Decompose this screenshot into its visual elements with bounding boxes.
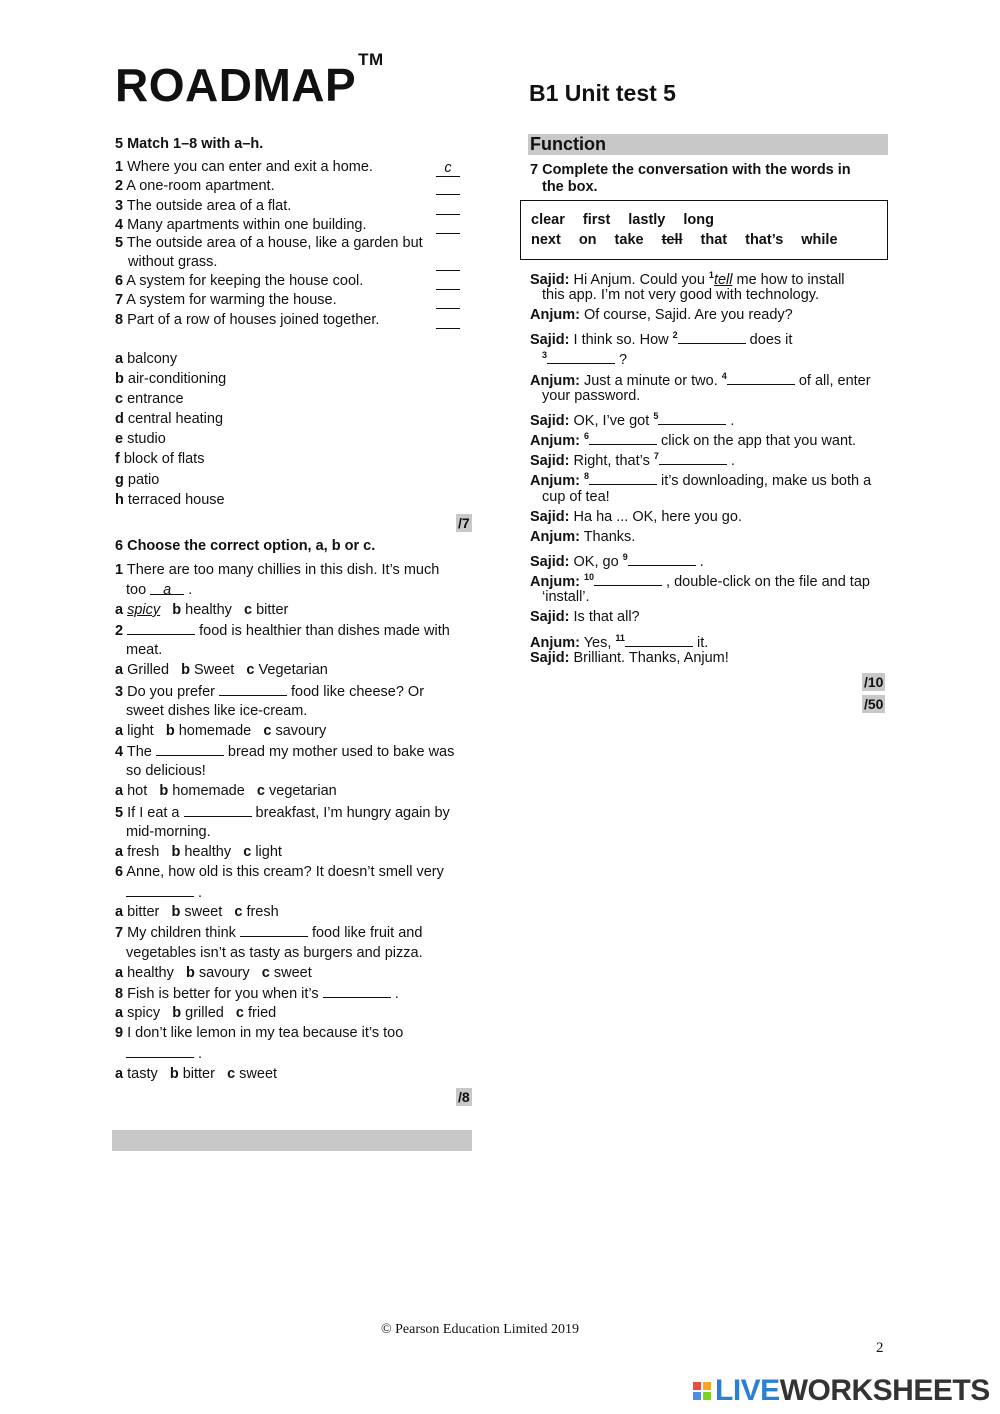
ex7-blank-4[interactable] bbox=[727, 370, 795, 385]
ex5-score: /7 bbox=[458, 515, 470, 531]
ex5-option-b: b air-conditioning bbox=[115, 371, 227, 387]
ex5-answer-blank-7[interactable] bbox=[436, 294, 460, 309]
ex7-blank-11[interactable] bbox=[625, 632, 693, 647]
ex6-q7-options: a healthy b savoury c sweet bbox=[115, 965, 312, 981]
ex6-q5-options: a fresh b healthy c light bbox=[115, 844, 282, 860]
ex5-item-5-cont: without grass. bbox=[128, 254, 218, 270]
dialogue-line-5: Sajid: OK, I’ve got $^5$ . bbox=[530, 411, 735, 429]
dialogue-line-13: Sajid: Is that all? bbox=[530, 609, 640, 625]
ex6-q7-blank[interactable] bbox=[240, 922, 308, 937]
ex5-item-3: 3 The outside area of a flat. bbox=[115, 198, 292, 214]
word-box-row-1: clear first lastly long bbox=[531, 212, 714, 228]
dialogue-line-1: Sajid: Hi Anjum. Could you $^1$tell me how to install bbox=[530, 270, 845, 288]
dialogue-line-3-cont: $^3$ ? bbox=[542, 350, 628, 368]
ex6-q9: 9 I don’t like lemon in my tea because it’s too bbox=[115, 1025, 404, 1041]
ex5-option-f: f block of flats bbox=[115, 451, 205, 467]
function-heading: Function bbox=[528, 134, 888, 155]
unit-title: B1 Unit test 5 bbox=[529, 80, 676, 106]
ex6-q5-cont: mid-morning. bbox=[126, 824, 211, 840]
ex6-title: 6 Choose the correct option, a, b or c. bbox=[115, 538, 376, 554]
ex5-answer-1: c bbox=[436, 160, 460, 177]
dialogue-line-6: Anjum: $^6$ click on the app that you want. bbox=[530, 431, 857, 449]
dialogue-line-12: Anjum: $^{10}$ , double-click on the file and tap bbox=[530, 572, 870, 590]
ex5-option-g: g patio bbox=[115, 472, 160, 488]
ex5-answer-blank-5[interactable] bbox=[436, 256, 460, 271]
ex6-q1: 1 There are too many chillies in this dish. It’s much bbox=[115, 562, 440, 578]
ex6-q7: 7 My children think food like fruit and bbox=[115, 922, 422, 943]
ex5-answer-blank-8[interactable] bbox=[436, 314, 460, 329]
ex6-q9-cont: . bbox=[126, 1043, 202, 1064]
ex5-option-d: d central heating bbox=[115, 411, 224, 427]
ex7-blank-3[interactable] bbox=[547, 349, 615, 364]
ex5-item-6: 6 A system for keeping the house cool. bbox=[115, 273, 364, 289]
ex7-title-cont: the box. bbox=[542, 179, 598, 195]
copyright: © Pearson Education Limited 2019 bbox=[380, 1322, 580, 1337]
liveworksheets-logo: LIVEWORKSHEETS bbox=[693, 1374, 990, 1408]
dialogue-line-8-cont: cup of tea! bbox=[542, 489, 610, 505]
ex6-q4: 4 The bread my mother used to bake was bbox=[115, 741, 454, 762]
liveworksheets-icon bbox=[693, 1382, 711, 1400]
dialogue-line-12-cont: ‘install’. bbox=[542, 589, 590, 605]
ex6-q2-options: a Grilled b Sweet c Vegetarian bbox=[115, 662, 328, 678]
dialogue-line-9: Sajid: Ha ha ... OK, here you go. bbox=[530, 509, 742, 525]
ex6-q6-cont: . bbox=[126, 882, 202, 903]
ex5-item-4: 4 Many apartments within one building. bbox=[115, 217, 367, 233]
ex6-q9-blank[interactable] bbox=[126, 1043, 194, 1058]
ex6-q2: 2 food is healthier than dishes made with bbox=[115, 620, 450, 641]
word-box bbox=[520, 200, 888, 260]
dialogue-line-2: Anjum: Of course, Sajid. Are you ready? bbox=[530, 307, 793, 323]
ex5-answer-blank-4b[interactable] bbox=[436, 219, 460, 234]
ex5-item-7: 7 A system for warming the house. bbox=[115, 292, 337, 308]
ex6-q5: 5 If I eat a breakfast, I’m hungry again by bbox=[115, 802, 450, 823]
ex6-q3-cont: sweet dishes like ice-cream. bbox=[126, 703, 308, 719]
ex5-answer-blank-6[interactable] bbox=[436, 275, 460, 290]
ex6-q3-options: a light b homemade c savoury bbox=[115, 723, 327, 739]
ex6-score: /8 bbox=[458, 1089, 470, 1105]
ex6-q1-answer: a bbox=[150, 580, 184, 595]
ex5-title: 5 Match 1–8 with a–h. bbox=[115, 136, 264, 152]
ex7-blank-10[interactable] bbox=[594, 571, 662, 586]
ex6-q6: 6 Anne, how old is this cream? It doesn’t smell very bbox=[115, 864, 444, 880]
ex5-option-e: e studio bbox=[115, 431, 166, 447]
ex5-item-5: 5 The outside area of a house, like a garden but bbox=[115, 235, 423, 251]
dialogue-line-1-cont: this app. I’m not very good with technology. bbox=[542, 287, 819, 303]
ex6-q6-blank[interactable] bbox=[126, 882, 194, 897]
ex6-q3-blank[interactable] bbox=[219, 681, 287, 696]
ex6-q4-blank[interactable] bbox=[156, 741, 224, 756]
ex6-q6-options: a bitter b sweet c fresh bbox=[115, 904, 279, 920]
ex7-blank-6[interactable] bbox=[589, 430, 657, 445]
ex5-item-1: 1 Where you can enter and exit a home. bbox=[115, 159, 373, 175]
ex6-q2-blank[interactable] bbox=[127, 620, 195, 635]
ex7-blank-9[interactable] bbox=[628, 551, 696, 566]
ex6-q4-cont: so delicious! bbox=[126, 763, 206, 779]
dialogue-line-10: Anjum: Thanks. bbox=[530, 529, 636, 545]
ex5-option-h: h terraced house bbox=[115, 492, 225, 508]
dialogue-line-4-cont: your password. bbox=[542, 388, 641, 404]
ex6-q7-cont: vegetables isn’t as tasty as burgers and pizza. bbox=[126, 945, 423, 961]
ex7-blank-2[interactable] bbox=[678, 329, 746, 344]
ex6-q1-options: a spicy b healthy c bitter bbox=[115, 602, 289, 618]
ex5-item-8: 8 Part of a row of houses joined together. bbox=[115, 312, 380, 328]
ex6-q8: 8 Fish is better for you when it’s . bbox=[115, 983, 399, 1004]
ex6-q2-cont: meat. bbox=[126, 642, 163, 658]
ex7-score: /10 bbox=[864, 674, 884, 690]
ex5-option-c: c entrance bbox=[115, 391, 184, 407]
ex6-q9-options: a tasty b bitter c sweet bbox=[115, 1066, 278, 1082]
ex6-q1-cont: too a . bbox=[126, 582, 193, 598]
ex7-blank-8[interactable] bbox=[589, 470, 657, 485]
dialogue-line-8: Anjum: $^8$ it’s downloading, make us both a bbox=[530, 471, 872, 489]
ex5-option-a: a balcony bbox=[115, 351, 178, 367]
ex6-q5-blank[interactable] bbox=[184, 802, 252, 817]
dialogue-line-14: Anjum: Yes, $^{11}$ it. bbox=[530, 633, 709, 651]
ex7-title: 7 Complete the conversation with the words in bbox=[530, 162, 851, 178]
ex7-blank-7[interactable] bbox=[659, 450, 727, 465]
page-number: 2 bbox=[876, 1340, 884, 1356]
dialogue-line-11: Sajid: OK, go $^9$ . bbox=[530, 552, 704, 570]
dialogue-line-15: Sajid: Brilliant. Thanks, Anjum! bbox=[530, 650, 729, 666]
dialogue-line-7: Sajid: Right, that’s $^7$ . bbox=[530, 451, 735, 469]
ex6-q4-options: a hot b homemade c vegetarian bbox=[115, 783, 337, 799]
ex7-blank-5[interactable] bbox=[658, 410, 726, 425]
dialogue-line-4: Anjum: Just a minute or two. $^4$ of all, enter bbox=[530, 371, 871, 389]
ex6-q3: 3 Do you prefer food like cheese? Or bbox=[115, 681, 424, 702]
ex6-q8-blank[interactable] bbox=[323, 983, 391, 998]
dialogue-line-3: Sajid: I think so. How $^2$ does it bbox=[530, 330, 793, 348]
section-band bbox=[112, 1130, 472, 1151]
word-box-row-2: next on take tell that that’s while bbox=[531, 232, 838, 248]
roadmap-logo: ROADMAP ™ bbox=[115, 49, 384, 111]
ex5-answer-blank-3[interactable] bbox=[436, 200, 460, 215]
ex5-item-2: 2 A one-room apartment. bbox=[115, 178, 275, 194]
total-score: /50 bbox=[864, 696, 884, 712]
ex5-answer-blank-2[interactable] bbox=[436, 180, 460, 195]
ex6-q8-options: a spicy b grilled c fried bbox=[115, 1005, 277, 1021]
